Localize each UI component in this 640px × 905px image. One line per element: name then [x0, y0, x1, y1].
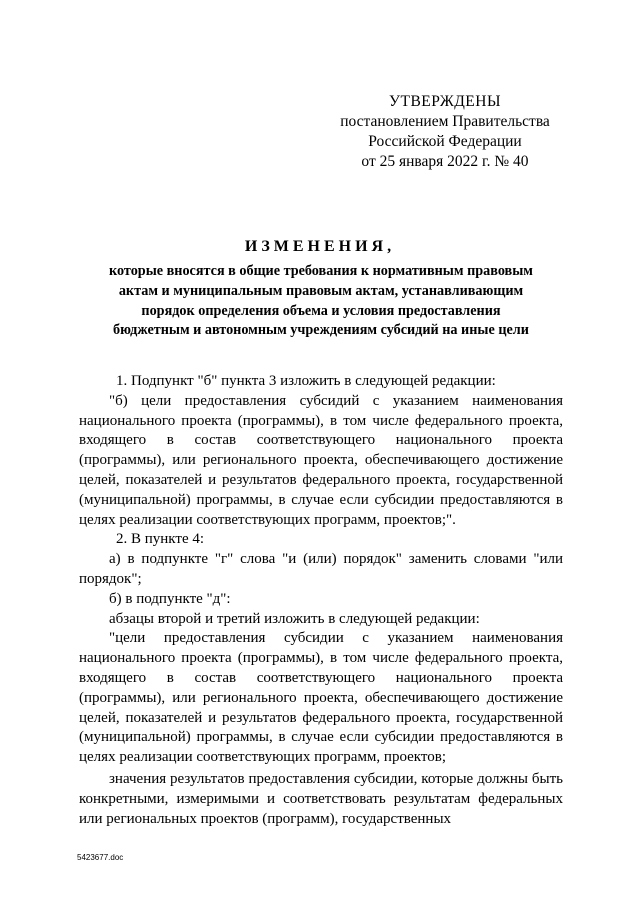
approval-line: Российской Федерации — [368, 133, 522, 150]
paragraph: 1. Подпункт "б" пункта 3 изложить в следующей редакции: — [116, 373, 496, 389]
paragraph: "б) цели предоставления субсидий с указанием наименования национального проекта (программы), в том числе федерального проекта, входящего в состав соответствующего национального проекта (программы), или регионального проекта, обеспечивающего достижение целей, показателей и результатов федерального проекта, государственной (муниципальной) программы, в случае если субсидии предоставляются в целях реализации соответствующих программ, проектов;". — [79, 392, 563, 528]
approval-date-number: от 25 января 2022 г. № 40 — [361, 153, 529, 170]
document-title: ИЗМЕНЕНИЯ, — [244, 238, 396, 255]
paragraph: а) в подпункте "г" слова "и (или) порядок" заменить словами "или порядок"; — [79, 551, 563, 587]
paragraph: 2. В пункте 4: — [116, 531, 205, 548]
subtitle-line: порядок определения объема и условия предоставления — [141, 302, 501, 319]
approval-block — [330, 92, 560, 172]
subtitle-line: актам и муниципальным правовым актам, устанавливающим — [118, 282, 524, 299]
approval-heading: УТВЕРЖДЕНЫ — [389, 93, 501, 110]
approval-line: постановлением Правительства — [340, 113, 550, 130]
subtitle-line: которые вносятся в общие требования к нормативным правовым — [109, 263, 533, 279]
document-file-name: 5423677.doc — [77, 853, 124, 862]
document-body — [79, 372, 563, 829]
paragraph: "цели предоставления субсидии с указанием наименования национального проекта (программы), в том числе федерального проекта, входящего в состав соответствующего национального проекта (программы), или регионального проекта, обеспечивающего достижение целей, показателей и результатов федерального проекта, государственной (муниципальной) программы, в случае если субсидии предоставляются в целях реализации соответствующих программ, проектов; — [79, 630, 563, 766]
paragraph: значения результатов предоставления субсидии, которые должны быть конкретными, измеримыми и соответствовать результатам федеральных или региональных проектов (программ), государственных — [79, 770, 563, 827]
document-subtitle — [70, 262, 572, 341]
subtitle-line: бюджетным и автономным учреждениям субсидий на иные цели — [113, 322, 529, 339]
paragraph: абзацы второй и третий изложить в следующей редакции: — [109, 610, 480, 627]
paragraph: б) в подпункте "д": — [109, 590, 231, 607]
